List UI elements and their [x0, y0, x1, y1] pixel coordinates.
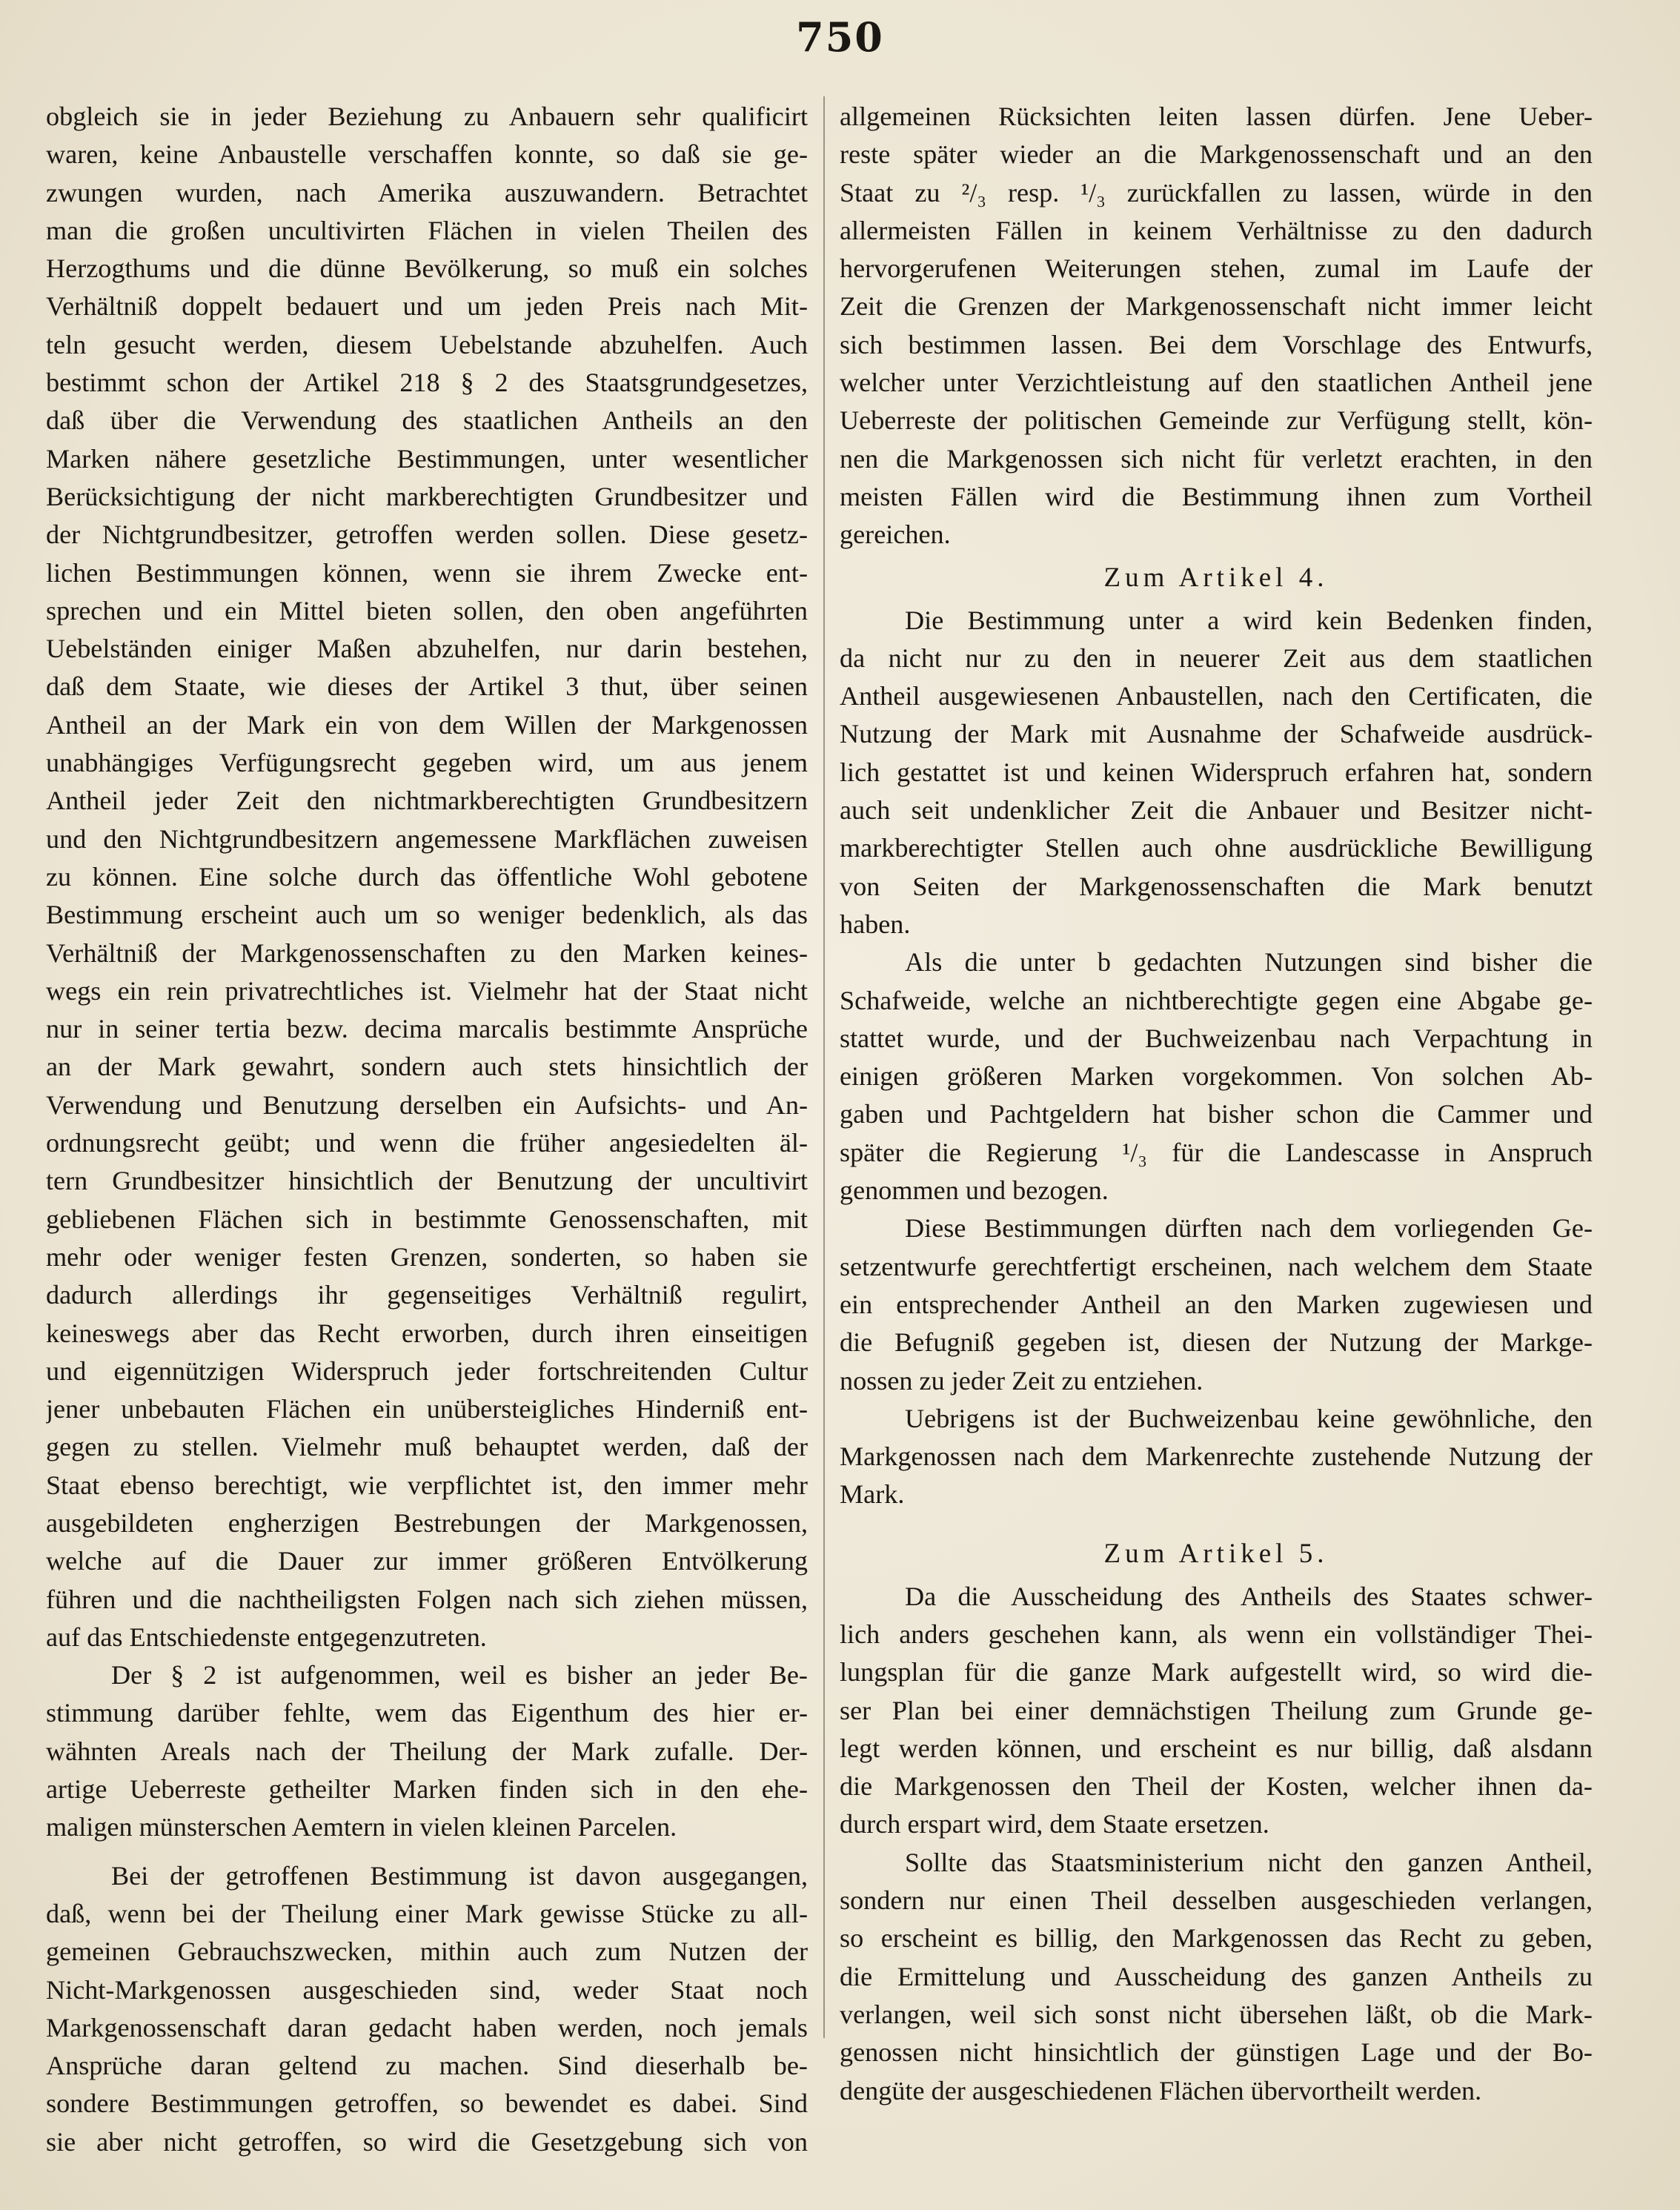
text-line: gemeinen Gebrauchszwecken, mithin auch zum Nutzen der [46, 1937, 808, 1967]
heading-artikel-5: Zum Artikel 5. [1103, 1538, 1329, 1569]
text-line: Berücksichtigung der nicht markberechtigten Grundbesitzer und [46, 481, 808, 511]
text-line: nur in seiner tertia bezw. decima marcalis bestimmte Ansprüche [46, 1014, 808, 1044]
text-line: Der § 2 ist aufgenommen, weil es bisher an jeder Be- [111, 1660, 808, 1690]
text-line: Marken nähere gesetzliche Bestimmungen, unter wesentlicher [46, 443, 808, 474]
text-line: artige Ueberreste getheilter Marken finden sich in den ehe- [46, 1774, 808, 1805]
text-line: auf das Entschiedenste entgegenzutreten. [46, 1622, 487, 1652]
text-line: tern Grundbesitzer hinsichtlich der Benutzung der uncultivirt [46, 1166, 808, 1196]
text-line: Ansprüche daran geltend zu machen. Sind dieserhalb be- [46, 2051, 808, 2081]
column-divider [823, 96, 825, 2038]
text-line: führen und die nachtheiligsten Folgen nach sich ziehen müssen, [46, 1584, 808, 1614]
text-line: auch seit undenklicher Zeit die Anbauer und Besitzer nicht- [840, 795, 1593, 826]
text-line: jener unbebauten Flächen ein unübersteigliches Hinderniß ent- [46, 1394, 808, 1424]
text-line: sondern nur einen Theil desselben ausgeschieden verlangen, [840, 1885, 1593, 1916]
text-line: Die Bestimmung unter a wird kein Bedenken finden, [905, 605, 1593, 635]
text-line: dengüte der ausgeschiedenen Flächen übervortheilt werden. [840, 2075, 1482, 2106]
text-line: durch erspart wird, dem Staate ersetzen. [840, 1809, 1269, 1839]
text-line: allermeisten Fällen in keinem Verhältnisse zu den dadurch [840, 215, 1593, 245]
text-line: waren, keine Anbaustelle verschaffen konnte, so daß sie ge- [46, 139, 808, 170]
right-column [840, 98, 1593, 2110]
text-line: maligen münsterschen Aemtern in vielen kleinen Parcelen. [46, 1812, 677, 1842]
right-column-section-3 [840, 1578, 1593, 2110]
text-line: obgleich sie in jeder Beziehung zu Anbauern sehr qualificirt [46, 102, 808, 131]
text-line: von Seiten der Markgenossenschaften die Mark benutzt [840, 871, 1593, 901]
text-line: lich gestattet ist und keinen Widerspruch erfahren hat, sondern [840, 757, 1593, 787]
text-line: genossen nicht hinsichtlich der günstigen Lage und der Bo- [840, 2037, 1593, 2068]
text-line: unabhängiges Verfügungsrecht gegeben wird, um aus jenem [46, 748, 808, 778]
text-line: Staat zu ²/₃ resp. ¹/₃ zurückfallen zu lassen, würde in den [840, 177, 1593, 208]
text-line: wegs ein rein privatrechtliches ist. Vielmehr hat der Staat nicht [46, 975, 808, 1006]
text-line: Uebrigens ist der Buchweizenbau keine gewöhnliche, den [905, 1403, 1593, 1433]
text-line: Bestimmung erscheint auch um so weniger bedenklich, als das [46, 900, 808, 930]
text-line: nen die Markgenossen sich nicht für verletzt erachten, in den [840, 443, 1593, 474]
text-line: meisten Fällen wird die Bestimmung ihnen zum Vortheil [840, 481, 1593, 511]
text-line: sprechen und ein Mittel bieten sollen, den oben angeführten [46, 595, 808, 625]
text-line: gereichen. [840, 520, 951, 550]
text-line: einigen größeren Marken vorgekommen. Von solchen Ab- [840, 1061, 1593, 1092]
text-line: Zeit die Grenzen der Markgenossenschaft nicht immer leicht [840, 291, 1593, 322]
text-line: setzentwurfe gerechtfertigt erscheinen, nach welchem dem Staate [840, 1251, 1593, 1281]
text-line: der Nichtgrundbesitzer, getroffen werden sollen. Diese gesetz- [46, 520, 808, 550]
text-line: stimmung darüber fehlte, wem das Eigenthum des hier er- [46, 1698, 808, 1728]
text-line: Verhältniß der Markgenossenschaften zu den Marken keines- [46, 938, 808, 968]
text-line: genommen und bezogen. [840, 1175, 1109, 1206]
text-line: lungsplan für die ganze Mark aufgestellt wird, so wird die- [840, 1657, 1593, 1688]
text-line: stattet wurde, und der Buchweizenbau nach Verpachtung in [840, 1023, 1593, 1053]
text-line: zu können. Eine solche durch das öffentliche Wohl gebotene [46, 861, 808, 892]
text-line: reste später wieder an die Markgenossenschaft und an den [840, 139, 1593, 170]
text-line: mehr oder weniger festen Grenzen, sonderten, so haben sie [46, 1241, 808, 1272]
text-line: Ueberreste der politischen Gemeinde zur Verfügung stellt, kön- [840, 405, 1593, 436]
text-line: und eigennützigen Widerspruch jeder fortschreitenden Cultur [46, 1355, 808, 1386]
text-line: nossen zu jeder Zeit zu entziehen. [840, 1365, 1203, 1396]
text-line: die Befugniß gegeben ist, diesen der Nutzung der Markge- [840, 1327, 1593, 1358]
text-line: sondere Bestimmungen getroffen, so bewendet es dabei. Sind [46, 2088, 808, 2119]
text-line: Uebelständen einiger Maßen abzuhelfen, nur darin bestehen, [46, 634, 808, 664]
text-line: da nicht nur zu den in neuerer Zeit aus dem staatlichen [840, 643, 1593, 673]
text-line: Staat ebenso berechtigt, wie verpflichtet ist, den immer mehr [46, 1470, 808, 1500]
text-line: man die großen uncultivirten Flächen in vielen Theilen des [46, 215, 808, 245]
text-line: Herzogthums und die dünne Bevölkerung, so muß ein solches [46, 253, 808, 284]
text-line: ordnungsrecht geübt; und wenn die früher angesiedelten äl- [46, 1128, 808, 1158]
text-line: dadurch allerdings ihr gegenseitiges Verhältniß regulirt, [46, 1280, 808, 1310]
text-line: Sollte das Staatsministerium nicht den ganzen Antheil, [905, 1847, 1593, 1877]
text-line: gebliebenen Flächen sich in bestimmte Genossenschaften, mit [46, 1204, 808, 1234]
text-line: keineswegs aber das Recht erworben, durch ihren einseitigen [46, 1318, 808, 1348]
text-line: zwungen wurden, nach Amerika auszuwandern. Betrachtet [46, 177, 808, 208]
text-line: daß über die Verwendung des staatlichen Antheils an den [46, 405, 808, 436]
text-line: welche auf die Dauer zur immer größeren Entvölkerung [46, 1546, 808, 1576]
text-line: wähnten Areals nach der Theilung der Mark zufalle. Der- [46, 1736, 808, 1766]
text-line: Diese Bestimmungen dürften nach dem vorliegenden Ge- [905, 1213, 1593, 1244]
left-column [46, 98, 808, 2161]
text-line: haben. [840, 909, 911, 939]
text-line: die Markgenossen den Theil der Kosten, welcher ihnen da- [840, 1771, 1593, 1802]
text-line: gegen zu stellen. Vielmehr muß behauptet werden, daß der [46, 1432, 808, 1462]
text-line: lichen Bestimmungen können, wenn sie ihrem Zwecke ent- [46, 557, 808, 588]
text-line: legt werden können, und erscheint es nur billig, daß alsdann [840, 1733, 1593, 1763]
text-line: sich bestimmen lassen. Bei dem Vorschlage des Entwurfs, [840, 329, 1593, 359]
right-column-section-1 [840, 98, 1593, 554]
text-line: ein entsprechender Antheil an den Marken zugewiesen und [840, 1289, 1593, 1319]
text-line: verlangen, weil sich sonst nicht übersehen läßt, ob die Mark- [840, 1999, 1593, 2029]
paragraph-gap [46, 1847, 808, 1857]
text-line: teln gesucht werden, diesem Uebelstande abzuhelfen. Auch [46, 329, 808, 359]
text-line: allgemeinen Rücksichten leiten lassen dürfen. Jene Ueber- [840, 102, 1593, 131]
text-line: und den Nichtgrundbesitzern angemessene Markflächen zuweisen [46, 823, 808, 854]
right-column-section-2 [840, 602, 1593, 1514]
text-line: sie aber nicht getroffen, so wird die Gesetzgebung sich von [46, 2126, 808, 2157]
text-line: Schafweide, welche an nichtberechtigte gegen eine Abgabe ge- [840, 985, 1593, 1015]
heading-artikel-4: Zum Artikel 4. [1103, 562, 1329, 593]
text-line: Nicht-Markgenossen ausgeschieden sind, weder Staat noch [46, 1974, 808, 2005]
text-line: lich anders geschehen kann, als wenn ein vollständiger Thei- [840, 1619, 1593, 1649]
text-line: Antheil jeder Zeit den nichtmarkberechtigten Grundbesitzern [46, 786, 808, 816]
text-line: die Ermittelung und Ausscheidung des ganzen Antheils zu [840, 1961, 1593, 1991]
text-line: ausgebildeten engherzigen Bestrebungen der Markgenossen, [46, 1507, 808, 1538]
text-line: daß dem Staate, wie dieses der Artikel 3 thut, über seinen [46, 671, 808, 702]
text-line: markberechtigter Stellen auch ohne ausdrückliche Bewilligung [840, 833, 1593, 863]
text-line: Antheil an der Mark ein von dem Willen der Markgenossen [46, 709, 808, 740]
text-line: Markgenossenschaft daran gedacht haben werden, noch jemals [46, 2012, 808, 2043]
text-line: Verwendung und Benutzung derselben ein Aufsichts- und An- [46, 1089, 808, 1120]
text-line: daß, wenn bei der Theilung einer Mark gewisse Stücke zu all- [46, 1898, 808, 1928]
text-line: Bei der getroffenen Bestimmung ist davon ausgegangen, [111, 1860, 808, 1891]
text-line: gaben und Pachtgeldern hat bisher schon die Cammer und [840, 1099, 1593, 1129]
text-line: Verhältniß doppelt bedauert und um jeden Preis nach Mit- [46, 291, 808, 322]
text-line: welcher unter Verzichtleistung auf den staatlichen Antheil jene [840, 368, 1593, 398]
text-line: Markgenossen nach dem Markenrechte zustehende Nutzung der [840, 1441, 1593, 1472]
text-line: bestimmt schon der Artikel 218 § 2 des Staatsgrundgesetzes, [46, 368, 808, 398]
text-line: Als die unter b gedachten Nutzungen sind bisher die [905, 947, 1593, 978]
text-line: Nutzung der Mark mit Ausnahme der Schafweide ausdrück- [840, 719, 1593, 749]
text-line: hervorgerufenen Weiterungen stehen, zumal im Laufe der [840, 253, 1593, 284]
text-line: später die Regierung ¹/₃ für die Landescasse in Anspruch [840, 1137, 1593, 1167]
text-line: ser Plan bei einer demnächstigen Theilung zum Grunde ge- [840, 1695, 1593, 1725]
text-line: an der Mark gewahrt, sondern auch stets hinsichtlich der [46, 1052, 808, 1082]
text-line: Da die Ausscheidung des Antheils des Staates schwer- [905, 1581, 1593, 1611]
text-line: Mark. [840, 1479, 905, 1510]
text-line: Antheil ausgewiesenen Anbaustellen, nach den Certificaten, die [840, 681, 1593, 711]
page-number: 750 [796, 13, 884, 61]
text-line: so erscheint es billig, den Markgenossen das Recht zu geben, [840, 1923, 1593, 1954]
